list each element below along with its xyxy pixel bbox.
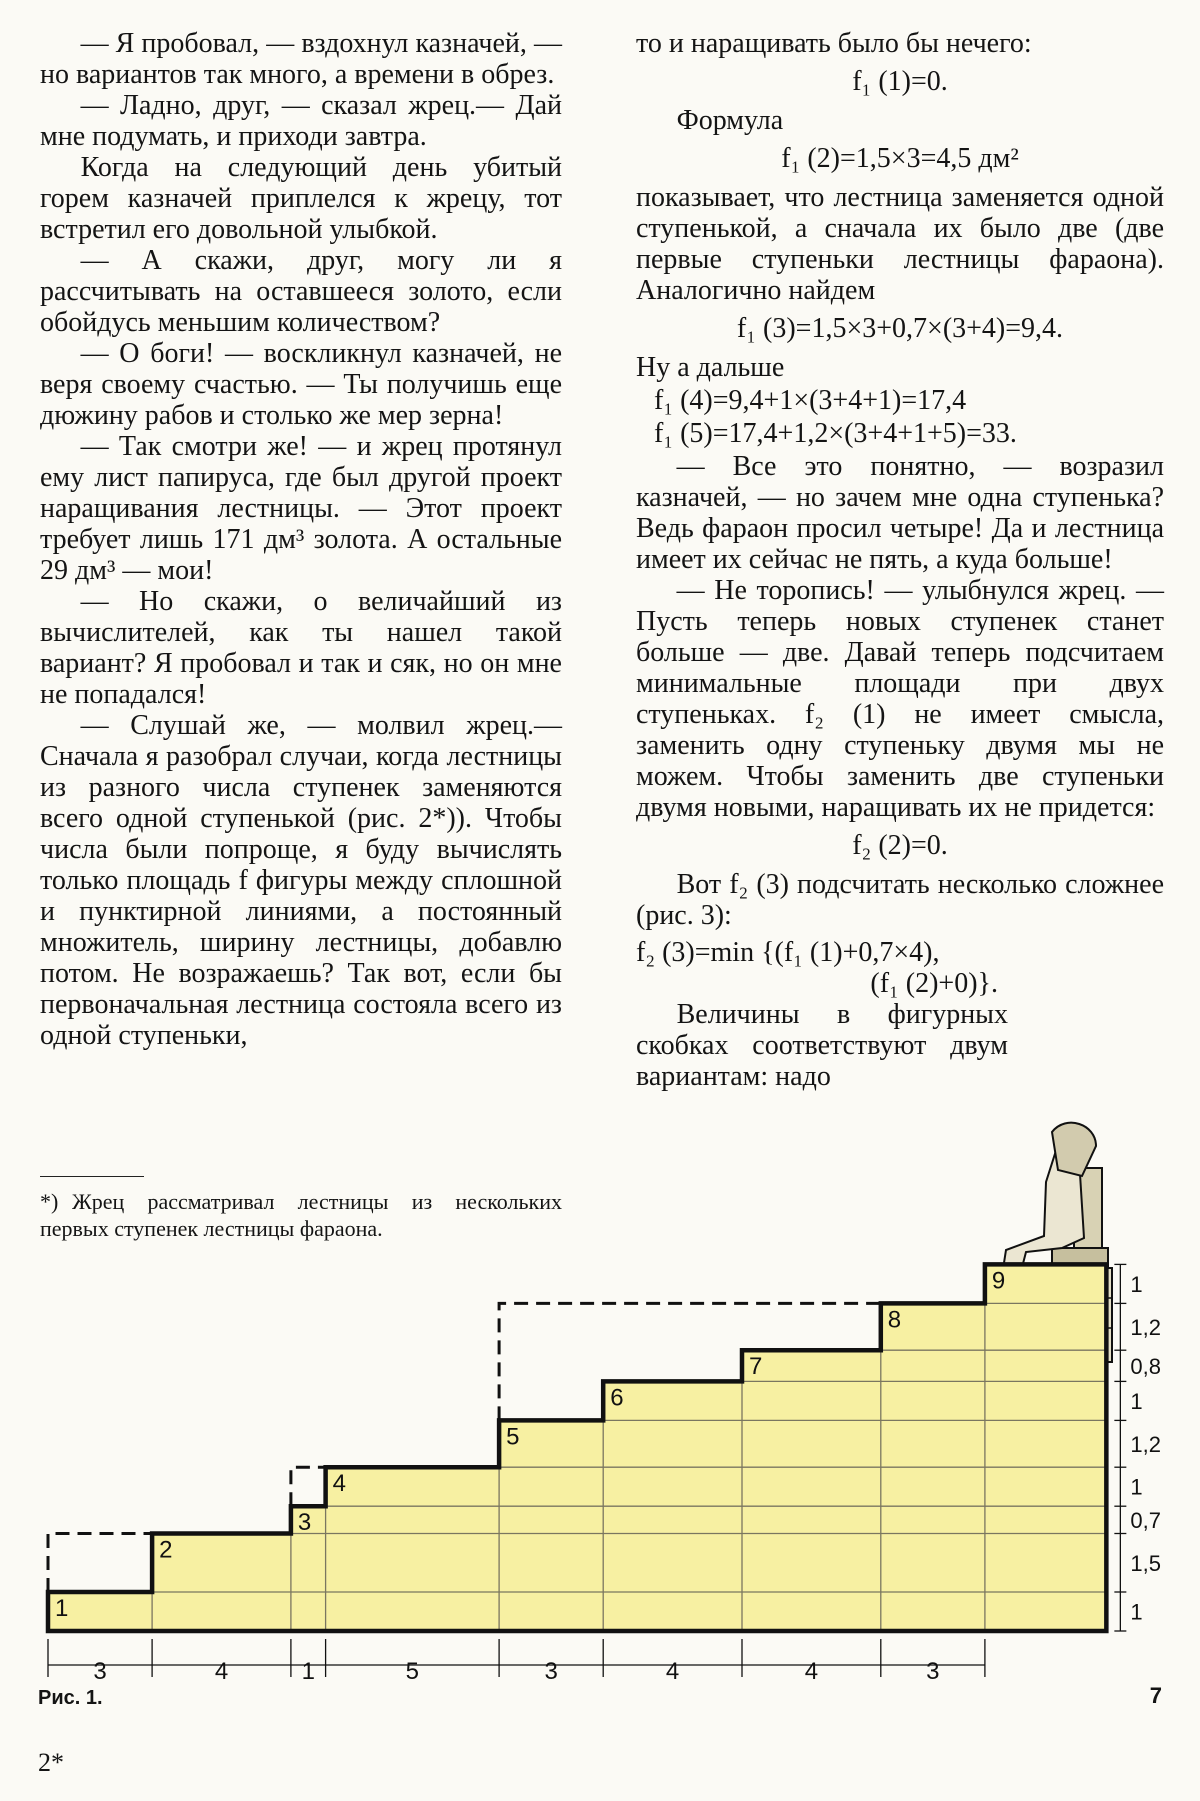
step-number: 9	[991, 1267, 1006, 1295]
right-column-paragraph: f₁ (5)=17,4+1,2×(3+4+1+5)=33.	[654, 418, 1017, 449]
right-column-paragraph: показывает, что лестница заменяется одной ступенькой, а сначала их было две (две первые ступеньки лестницы фараона). Аналогично найдем	[636, 182, 1164, 306]
right-column-paragraph: то и наращивать было бы нечего:	[636, 28, 1032, 59]
dashed-profile	[48, 1534, 152, 1593]
left-column-paragraph: — А скажи, друг, могу ли я рассчитывать на оставшееся золото, если обойдусь меньшим количеством?	[40, 245, 562, 338]
right-column-paragraph: Вот f₂ (3) подсчитать несколько сложнее (рис. 3):	[636, 869, 1164, 931]
width-dimension-label: 1	[301, 1658, 315, 1685]
right-column-paragraph: f₁ (4)=9,4+1×(3+4+1)=17,4	[654, 385, 967, 416]
step-number: 7	[749, 1353, 763, 1381]
left-column-paragraph: — Слушай же, — молвил жрец.— Сначала я разобрал случаи, когда лестницы из разного числа ступенек заменяются всего одной ступенькой (рис. 2*)). Чтобы числа были попроще, я буду вычислять только площадь f фигуры между сплошной и пунктирной линиями, а постоянный множитель, ширину лестницы, добавлю потом. Не возражаешь? Так вот, если бы первоначальная лестница состояла всего из одной ступеньки,	[40, 710, 562, 1051]
staircase-fill	[48, 1264, 1106, 1631]
right-bottom-paragraph: Величины в фигурных скобках соответствуют двум вариантам: надо	[636, 999, 1008, 1092]
signature-mark: 2*	[38, 1748, 64, 1777]
height-dimension-label: 1	[1130, 1388, 1143, 1414]
step-number: 5	[506, 1423, 520, 1451]
right-column-paragraph: — Не торопись! — улыбнулся жрец. — Пусть теперь новых ступенек станет больше — две. Давай теперь подсчитаем минимальные площади при двух ступеньках. f₂ (1) не имеет смысла, заменить одну ступеньку двумя мы не можем. Чтобы заменить две ступеньки двумя новыми, наращивать их не придется:	[636, 575, 1164, 823]
left-column-paragraph: — Так смотри же! — и жрец протянул ему лист папируса, где был другой проект наращивания лестницы. — Этот проект требует лишь 171 дм³ золота. А остальные 29 дм³ — мои!	[40, 431, 562, 586]
height-dimension-label: 1,2	[1130, 1314, 1161, 1340]
right-column-paragraph: f₁ (3)=1,5×3+0,7×(3+4)=9,4.	[736, 313, 1064, 344]
step-number: 3	[297, 1509, 312, 1537]
height-dimension-label: 1,2	[1130, 1431, 1161, 1457]
width-dimension-label: 3	[926, 1658, 940, 1685]
right-column-paragraph: f₁ (1)=0.	[852, 66, 948, 97]
height-dimension-label: 0,8	[1130, 1353, 1161, 1379]
height-dimension-label: 0,7	[1130, 1507, 1161, 1533]
left-column-paragraph: — Я пробовал, — вздохнул казначей, — но вариантов так много, а времени в обрез.	[40, 28, 562, 90]
right-bottom-paragraph: f₂ (3)=min {(f₁ (1)+0,7×4),	[636, 937, 940, 968]
width-dimension-label: 3	[544, 1658, 558, 1685]
right-column	[636, 28, 1164, 1092]
height-dimension-label: 1	[1130, 1271, 1143, 1297]
right-column-paragraph: — Все это понятно, — возразил казначей, — но зачем мне одна ступенька? Ведь фараон просил четыре! Да и лестница имеет их сейчас не пять, а куда больше!	[636, 451, 1164, 575]
width-dimension-label: 3	[93, 1658, 107, 1685]
step-number: 4	[332, 1470, 346, 1498]
figure-caption: Рис. 1.	[38, 1687, 103, 1709]
right-column-paragraph: f₂ (2)=0.	[852, 830, 948, 861]
left-column-paragraph: Когда на следующий день убитый горем казначей приплелся к жрецу, тот встретил его довольной улыбкой.	[40, 152, 562, 245]
height-dimension-label: 1	[1130, 1599, 1143, 1625]
width-dimension-label: 4	[804, 1658, 819, 1685]
width-dimension-label: 5	[405, 1658, 420, 1685]
right-bottom-paragraph: (f₁ (2)+0)}.	[870, 968, 998, 999]
right-bottom-text	[636, 937, 1008, 1092]
step-number: 6	[610, 1384, 624, 1412]
footnote-text: Жрец рассматривал лестницы из нескольких первых ступенек лестницы фараона.	[40, 1189, 562, 1241]
staircase-figure	[0, 1118, 1200, 1688]
page-number: 7	[1149, 1683, 1162, 1708]
left-column	[40, 28, 562, 1051]
height-dimension-label: 1,5	[1130, 1550, 1161, 1576]
step-number: 1	[55, 1595, 69, 1622]
right-main-text	[636, 28, 1164, 931]
right-column-paragraph: f₁ (2)=1,5×3=4,5 дм²	[781, 143, 1019, 174]
right-column-paragraph: Формула	[676, 105, 784, 136]
footnote-marker: *)	[40, 1189, 59, 1214]
height-dimension-label: 1	[1130, 1474, 1143, 1500]
left-column-paragraph: — Но скажи, о величайший из вычислителей, как ты нашел такой вариант? Я пробовал и так и сяк, но он мне не попадался!	[40, 586, 562, 710]
step-number: 8	[887, 1306, 902, 1334]
step-number: 2	[159, 1536, 173, 1564]
width-dimension-label: 4	[214, 1658, 229, 1685]
right-column-paragraph: Ну а дальше	[636, 352, 785, 383]
width-dimension-label: 4	[665, 1658, 680, 1685]
left-column-paragraph: — Ладно, друг, — сказал жрец.— Дай мне подумать, и приходи завтра.	[40, 90, 562, 152]
left-column-paragraph: — О боги! — воскликнул казначей, не веря своему счастью. — Ты получишь еще дюжину рабов и столько же мер зерна!	[40, 338, 562, 431]
